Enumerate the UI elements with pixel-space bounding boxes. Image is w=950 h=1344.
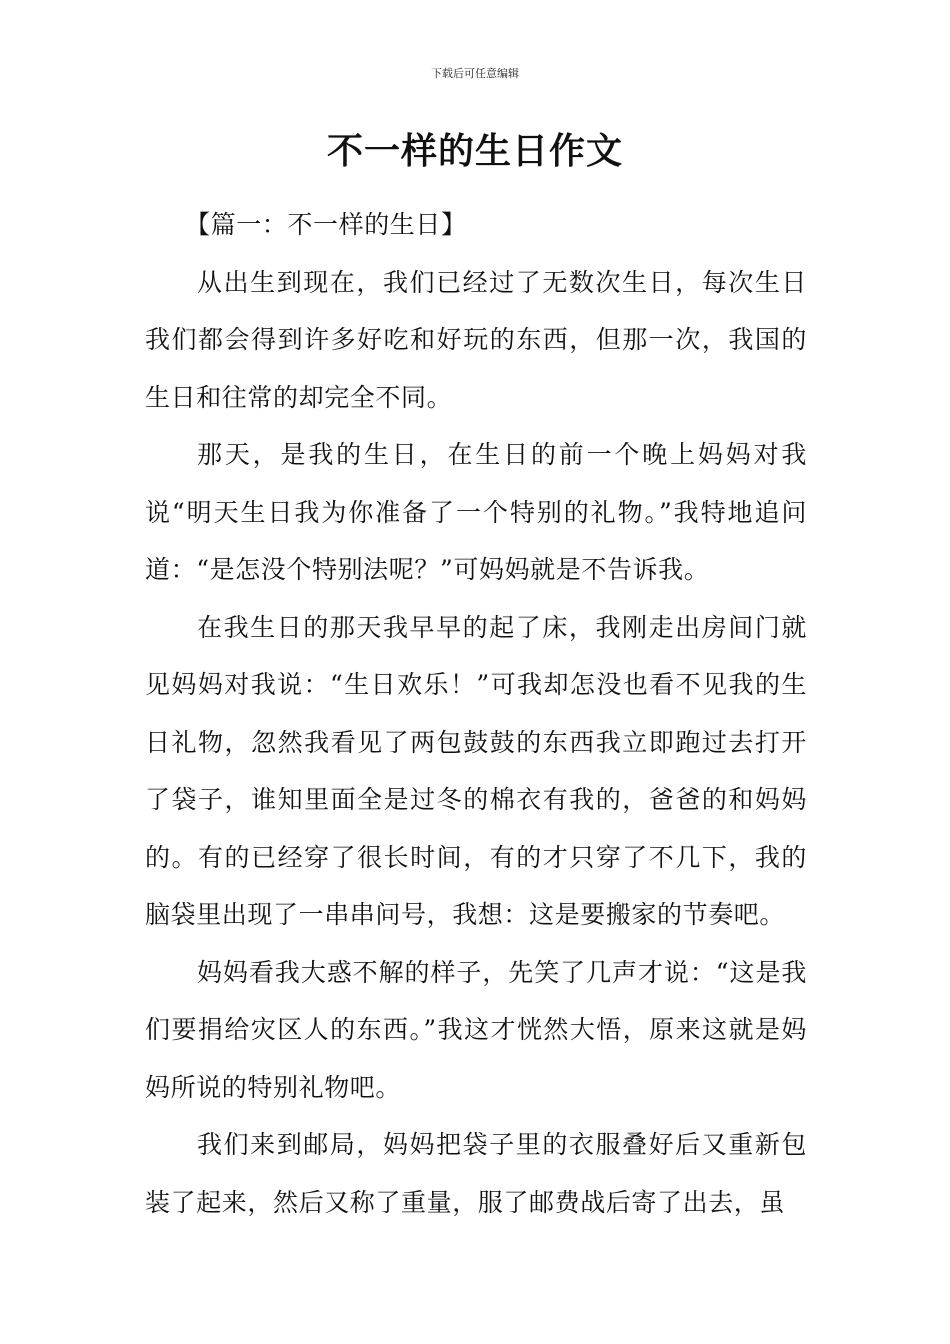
section-heading: 【篇一：不一样的生日】 <box>185 210 467 239</box>
header-note: 下载后可任意编辑 <box>431 67 519 80</box>
paragraph: 妈妈看我大惑不解的样子，先笑了几声才说：“这是我们要捐给灾区人的东西。”我这才恍然大悟，原来这就是妈妈所说的特别礼物吧。 <box>145 957 807 1102</box>
paragraph: 我们来到邮局，妈妈把袋子里的衣服叠好后又重新包装了起来，然后又称了重量，服了邮费战后寄了出去，虽 <box>145 1130 807 1217</box>
paragraph: 那天，是我的生日，在生日的前一个晚上妈妈对我说“明天生日我为你准备了一个特别的礼物。”我特地追问道：“是怎没个特别法呢？”可妈妈就是不告诉我。 <box>145 440 807 584</box>
document-title: 不一样的生日作文 <box>326 131 623 172</box>
paragraph: 从出生到现在，我们已经过了无数次生日，每次生日我们都会得到许多好吃和好玩的东西，但那一次，我国的生日和往常的却完全不同。 <box>145 267 807 412</box>
document-body <box>145 196 807 1231</box>
paragraph: 在我生日的那天我早早的起了床，我刚走出房间门就见妈妈对我说：“生日欢乐！”可我却怎没也看不见我的生日礼物，忽然我看见了两包鼓鼓的东西我立即跑过去打开了袋子，谁知里面全是过冬的棉衣有我的，爸爸的和妈妈的。有的已经穿了很长时间，有的才只穿了不几下，我的脑袋里出现了一串串问号，我想：这是要搬家的节奏吧。 <box>145 612 807 929</box>
